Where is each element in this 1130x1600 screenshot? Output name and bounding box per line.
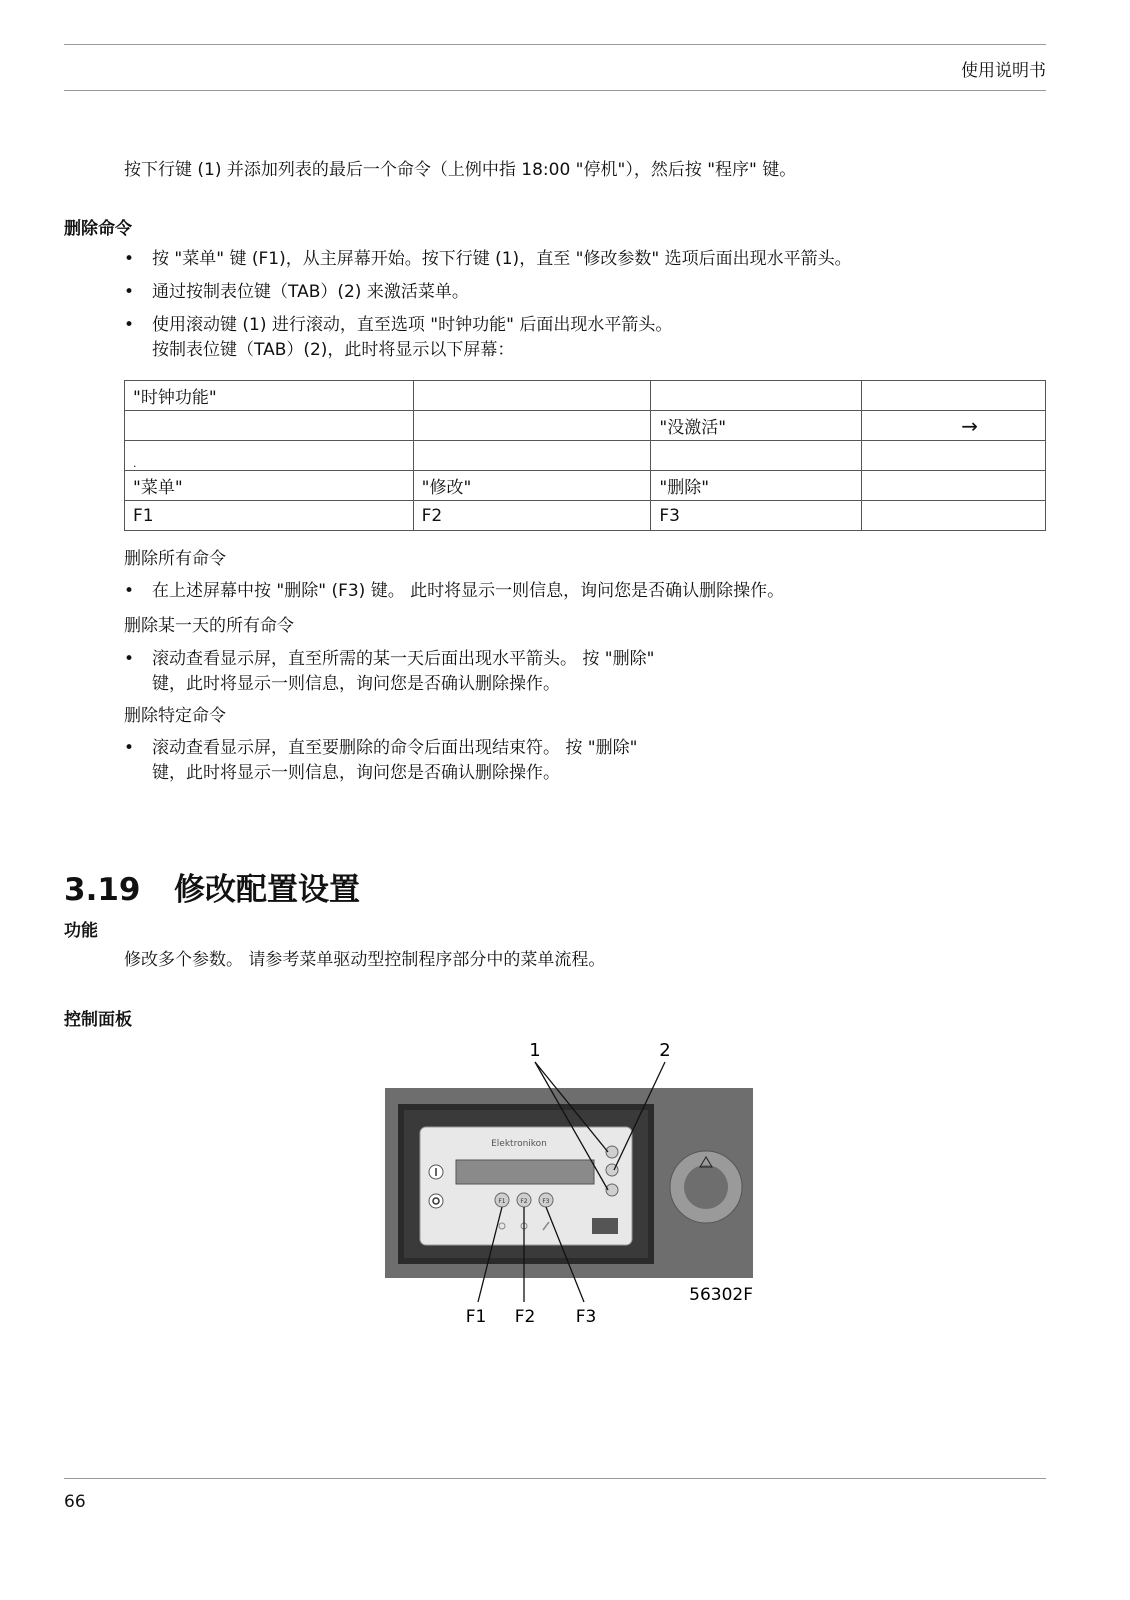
function-text: 修改多个参数。 请参考菜单驱动型控制程序部分中的菜单流程。 [124,950,606,970]
table-cell: "菜单" [125,471,414,501]
bullet-line: 按制表位键（TAB）(2)，此时将显示以下屏幕： [152,340,515,360]
table-cell: "没激活" [651,411,862,441]
f1-key-text: F1 [498,1198,506,1205]
bullet-line: • 通过按制表位键（TAB）(2) 来激活菜单。 [152,282,469,302]
arrow-right-icon: → [862,411,1046,441]
bullet-line: • 按 "菜单" 键 (F1)，从主屏幕开始。按下行键 (1)，直至 "修改参数" 选项后面出现水平箭头。 [152,249,852,269]
footer-rule [64,1478,1046,1479]
intro-paragraph: 按下行键 (1) 并添加列表的最后一个命令（上例中指 18:00 "停机"），然后按 "程序" 键。 [124,160,797,180]
f2-label: F2 [514,1307,536,1327]
brand-label: Elektronikon [491,1139,547,1149]
table-cell: . [125,441,414,471]
bullet-line: 键，此时将显示一则信息，询问您是否确认删除操作。 [152,763,560,783]
callout-1-label: 1 [529,1040,541,1061]
f1-label: F1 [465,1307,487,1327]
delete-all-label: 删除所有命令 [124,549,226,569]
emergency-stop-button [684,1165,728,1209]
control-panel-heading: 控制面板 [64,1010,132,1030]
bullet-line: • 使用滚动键 (1) 进行滚动，直至选项 "时钟功能" 后面出现水平箭头。 [152,315,673,335]
stop-button-icon [429,1194,443,1208]
bullet-line: • 滚动查看显示屏，直至所需的某一天后面出现水平箭头。 按 "删除" [152,649,655,669]
table-cell: "修改" [413,471,651,501]
f3-key-text: F3 [542,1198,550,1205]
bullet-line: 键，此时将显示一则信息，询问您是否确认删除操作。 [152,674,560,694]
lcd-display [456,1160,594,1184]
table-cell: F1 [125,501,414,531]
bullet-line: • 在上述屏幕中按 "删除" (F3) 键。 此时将显示一则信息，询问您是否确认删除操作。 [152,581,785,601]
table-cell: F2 [413,501,651,531]
figure-id: 56302F [689,1285,753,1305]
f2-key-text: F2 [520,1198,528,1205]
table-cell: "时钟功能" [125,381,414,411]
bullet-line: • 滚动查看显示屏，直至要删除的命令后面出现结束符。 按 "删除" [152,738,638,758]
delete-commands-heading: 删除命令 [64,219,132,239]
table-cell: F3 [651,501,862,531]
delete-day-label: 删除某一天的所有命令 [124,616,294,636]
brand-logo [592,1218,618,1234]
delete-specific-label: 删除特定命令 [124,706,226,726]
header-title: 使用说明书 [961,61,1046,81]
page-number: 66 [64,1492,86,1512]
section-title: 修改配置设置 [174,872,360,908]
function-heading: 功能 [64,921,98,941]
table-cell: "删除" [651,471,862,501]
f3-label: F3 [575,1307,597,1327]
section-number: 3.19 [64,872,141,908]
callout-2-label: 2 [659,1040,671,1061]
